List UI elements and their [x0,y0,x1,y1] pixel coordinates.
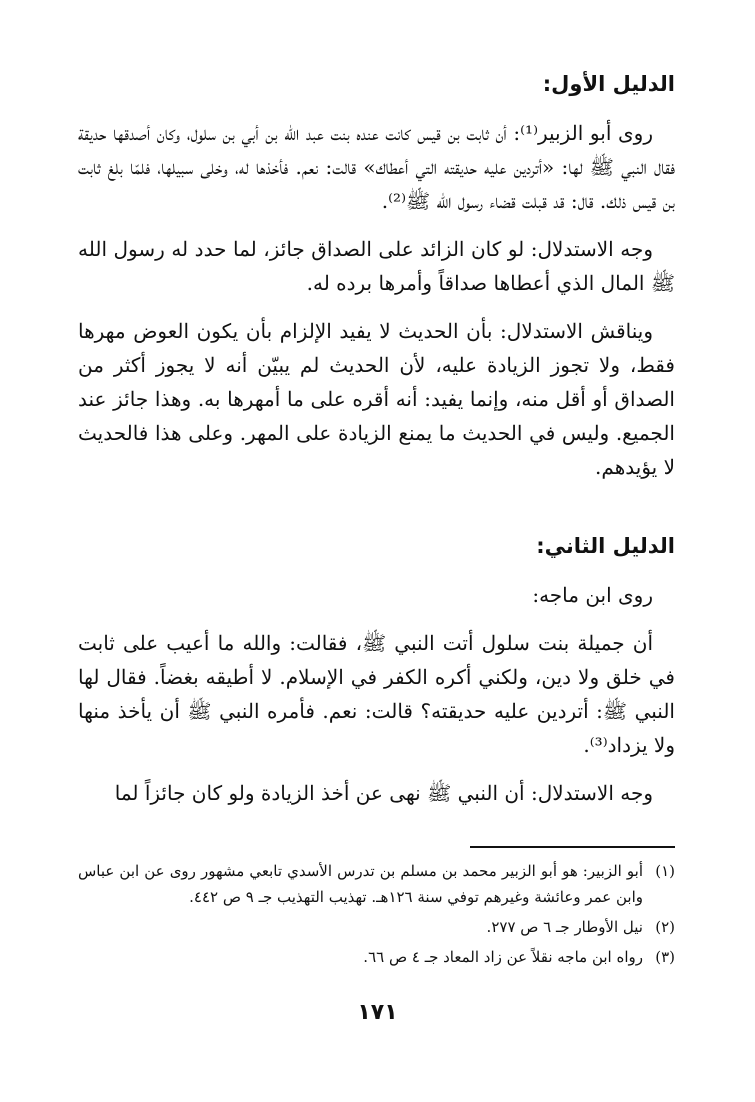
footnote-divider-wrap [78,846,675,848]
footnote-number: (١) [655,862,675,880]
paragraph-source: روى ابن ماجه: [532,583,653,607]
footnote [78,944,675,970]
paragraph-hadith: أن جميلة بنت سلول أتت النبي ﷺ، فقالت: والله ما أعيب على ثابت في خلق ولا دين، ولكني أكره الكفر في الإسلام. لا أطيقه بغضاً. فقال لها النبي ﷺ: أتردين عليه حديقته؟ قالت: نعم. فأمره النبي ﷺ أن يأخذ منها ولا يزداد⁽³⁾. [78,631,675,757]
footnote-number: (٢) [655,918,675,936]
footnote-text: أبو الزبير: هو أبو الزبير محمد بن مسلم بن تدرس الأسدي تابعي مشهور روى عن ابن عباس وابن عمر وعائشة وغيرهم توفي سنة ١٢٦هـ. تهذيب التهذيب جـ ٩ ص ٤٤٢. [78,862,643,906]
paragraph-inference-2: وجه الاستدلال: أن النبي ﷺ نهى عن أخذ الزيادة ولو كان جائزاً لما [114,781,653,805]
footnote [78,858,675,910]
paragraph-narration: روى أبو الزبير⁽¹⁾: أن ثابت بن قيس كانت عنده بنت عبد الله بن أبي بن سلول، وكان أصدقها حديقة فقال النبي ﷺ لها: «أتردين عليه حديقته التي أعطاك» قالت: نعم. فأخذها له، وخلى سبيلها، فلمّا بلغ ثابت بن قيس ذلك. قال: قد قبلت قضاء رسول الله ﷺ⁽²⁾. [78,121,675,213]
footnote-number: (٣) [655,948,675,966]
footnote [78,914,675,940]
page-number: ١٧١ [357,1000,398,1025]
paragraph-inference: وجه الاستدلال: لو كان الزائد على الصداق جائز، لما حدد له رسول الله ﷺ المال الذي أعطاها صداقاً وأمرها برده له. [78,237,675,295]
section-heading-second-evidence: الدليل الثاني: [536,534,675,558]
section-heading-first-evidence: الدليل الأول: [542,72,675,96]
footnote-text: رواه ابن ماجه نقلاً عن زاد المعاد جـ ٤ ص ٦٦. [363,948,643,966]
section-gap [78,498,675,524]
footnote-divider [470,846,675,848]
paragraph-discussion: ويناقش الاستدلال: بأن الحديث لا يفيد الإلزام بأن يكون العوض مهرها فقط، ولا تجوز الزيادة عليه، لأن الحديث لم يبيّن أنه لا يجوز أكثر من الصداق أو أقل منه، وإنما يفيد: أنه أقره على ما أمهرها به. وهذا جائز عند الجميع. وليس في الحديث ما يمنع الزيادة على المهر. وعلى هذا فالحديث لا يؤيدهم. [78,319,675,479]
footnote-text: نيل الأوطار جـ ٦ ص ٢٧٧. [486,918,643,936]
